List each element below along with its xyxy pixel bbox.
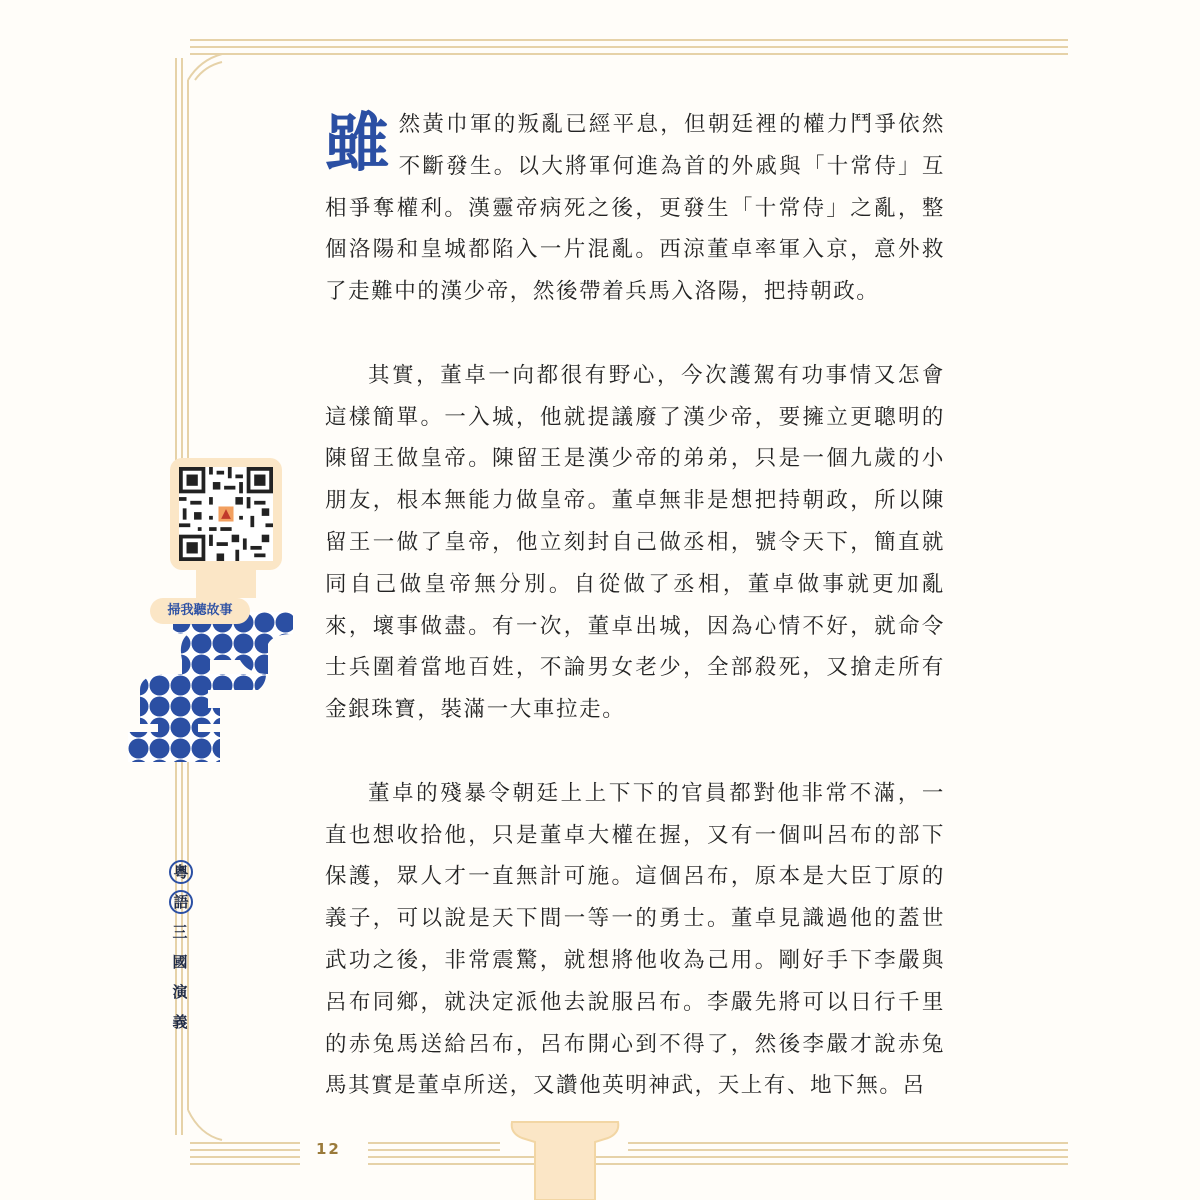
side-book-title — [168, 860, 194, 1040]
qr-code-icon[interactable] — [179, 467, 273, 561]
side-title-char: 三 — [172, 923, 188, 941]
side-title-char: 粵 — [169, 860, 193, 884]
paragraph-2: 其實，董卓一向都很有野心，今次護駕有功事情又怎會這樣簡單。一入城，他就提議廢了漢少帝，要擁立更聰明的陳留王做皇帝。陳留王是漢少帝的弟弟，只是一個九歲的小朋友，根本無能力做皇帝。董卓無非是想把持朝政，所以陳留王一做了皇帝，他立刻封自己做丞相，號令天下，簡直就同自己做皇帝無分別。自從做了丞相，董卓做事就更加亂來，壞事做盡。有一次，董卓出城，因為心情不好，就命令士兵圍着當地百姓，不論男女老少，全部殺死，又搶走所有金銀珠寶，裝滿一大車拉走。 — [325, 362, 945, 723]
paragraph-1 — [325, 104, 945, 313]
page-number: 12 — [316, 1140, 341, 1158]
side-title-char: 演 — [172, 983, 188, 1001]
paragraph-text: 然黃巾軍的叛亂已經平息，但朝廷裡的權力鬥爭依然不斷發生。以大將軍何進為首的外戚與「十常侍」互相爭奪權利。漢靈帝病死之後，更發生「十常侍」之亂，整個洛陽和皇城都陷入一片混亂。西涼董卓率軍入京，意外救了走難中的漢少帝，然後帶着兵馬入洛陽，把持朝政。 — [325, 112, 945, 305]
side-title-char: 國 — [172, 953, 188, 971]
polka-dot-ornament — [128, 612, 294, 762]
story-body — [325, 104, 945, 1149]
side-title-char: 義 — [172, 1013, 188, 1031]
drop-cap: 雖 — [325, 107, 391, 181]
side-title-char: 語 — [169, 890, 193, 914]
qr-caption: 掃我聽故事 — [150, 598, 250, 624]
paragraph-3: 董卓的殘暴令朝廷上上下下的官員都對他非常不滿，一直也想收拾他，只是董卓大權在握，又有一個叫呂布的部下保護，眾人才一直無計可施。這個呂布，原本是大臣丁原的義子，可以說是天下間一等一的勇士。董卓見識過他的蓋世武功之後，非常震驚，就想將他收為己用。剛好手下李嚴與呂布同鄉，就決定派他去說服呂布。李嚴先將可以日行千里的赤兔馬送給呂布，呂布開心到不得了，然後李嚴才說赤兔馬其實是董卓所送，又讚他英明神武，天上有、地下無。呂 — [325, 780, 945, 1099]
